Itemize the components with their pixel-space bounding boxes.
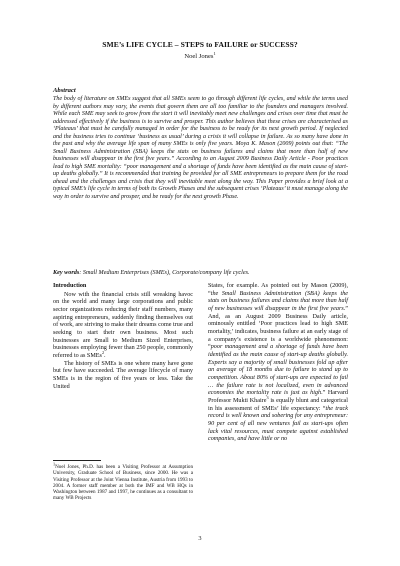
- right-text-2: .” And, as an August 2009 Business Daily article, ominously entitled ‘Poor practices lead to high SME mortality,’ indicates, business failure at an early stage of a company’s existence is a worldwide phenomenon: “: [208, 305, 348, 351]
- intro-paragraph-1: [53, 292, 193, 361]
- keywords-label: Key words: [53, 269, 80, 276]
- footnote-mark-2: 2: [101, 349, 105, 355]
- right-column: [208, 283, 348, 444]
- author-footnote-mark: 1: [213, 50, 216, 56]
- author-line: [0, 50, 400, 60]
- footnote-divider: [53, 460, 101, 461]
- author-name: Noel Jones: [184, 53, 214, 60]
- intro-p1-end: .: [104, 352, 106, 359]
- page-number: 3: [198, 535, 202, 542]
- abstract-heading: Abstract: [53, 87, 76, 94]
- left-column: [53, 283, 193, 391]
- right-quote-1: the Small Business Administration (SBA) keeps the stats on business failures and claims that more than half of new businesses will disappear in the first five years: [208, 290, 348, 312]
- footnote-mark-3: 3: [266, 394, 269, 400]
- right-quote-3: the track record is well known and sobering for any entrepreneur: 90 per cent of all new ventures fail as start-ups often lack vital resources, must compete against established companies, and have little or no: [208, 405, 348, 443]
- abstract-text: The body of literature on SMEs suggest that all SMEs seem to go through different life cycles, and while the terms used by different authors may vary, the events that govern them are all too familiar to the founders and managers involved. While each SME may seek to grow from the start it will inevitably meet new challenges and crises over time that must be addressed effectively if the business is to survive and prosper. This author believes that these crises are characterised as ‘Plateaus’ that must be carefully managed in order for the business to be ready for its next growth period. If neglected and the business tries to continue ‘business as usual’ during a crisis it will collapse in failure. As so many have done in the past and why the average life span of many SMEs is only five years. Moya K. Mason (2009) points out that: “The Small Business Administration (SBA) keeps the stats on business failures and claims that more than half of new businesses will disappear in the first five years.” According to an August 2009 Business Daily Article - Poor practices lead to high SME mortality: “poor management and a shortage of funds have been identified as the main cause of start-up deaths globally.” It is recommended that training be provided for all SME entrepreneurs to prepare them for the road ahead and the challenges and crisis that they will inevitable meet along the way. This Paper provides a brief look at a typical SME’s life cycle in terms of both its Growth Phases and the subsequent crises ‘Plateaus’ it must manage along the way in order to survive and prosper, and be ready for the next growth Phase.: [53, 96, 348, 200]
- right-paragraph: [208, 283, 348, 444]
- introduction-heading: Introduction: [53, 283, 87, 289]
- right-quote-2: poor management and a shortage of funds have been identified as the main cause of start-up deaths globally. Experts say a majority of small businesses fold up after an average of 18 months due to failure to stand up to competition. About 80% of start-ups are expected to fail … the failure rate is not localized, even in advanced economies the mortality rate is just as high: [208, 344, 348, 397]
- right-text-3: .” Harvard Professor Mukti Khaire: [208, 390, 348, 404]
- footnote-text: Noel Jones, Ph.D. has been a Visiting Professor at Assumption University, Graduate School of Business, since 2000. He was a Visiting Professor at the Joint Vienna Institute, Austria from 1993 to 2004. A former staff member at both the IMF and WB HQs in Washington between 1987 and 1997, he continues as a consultant to many WB Projects: [53, 464, 193, 502]
- intro-paragraph-2: The history of SMEs is one where many have gone but few have succeeded. The average lifecycle of many SMEs is in the region of five years or less. Take the United: [53, 360, 193, 390]
- paper-title: SME’s LIFE CYCLE – STEPS to FAILURE or SUCCESS?: [102, 40, 298, 49]
- intro-p1-text: Now with the financial crisis still wreaking havoc on the world and many large corporations and public sector organizations reducing their staff numbers, many aspiring entrepreneurs, suddenly finding themselves out of work, are striving to make their dreams come true and seeking to start their own business. Most such businesses are Small to Medium Sized Enterprises, businesses employing fewer than 250 people, commonly referred to as SMEs: [53, 291, 193, 359]
- footnote: [53, 461, 193, 502]
- right-text-4: is equally blunt and categorical in his assessment of SMEs’ life expectancy: “: [208, 397, 348, 412]
- keywords-text: : Small Medium Enterprises (SMEs), Corporate/company life cycles.: [79, 269, 250, 276]
- footnote-number: 1: [53, 461, 56, 467]
- keywords-line: [53, 269, 348, 276]
- right-text-1: States, for example. As pointed out by Mason (2009), “: [208, 283, 348, 297]
